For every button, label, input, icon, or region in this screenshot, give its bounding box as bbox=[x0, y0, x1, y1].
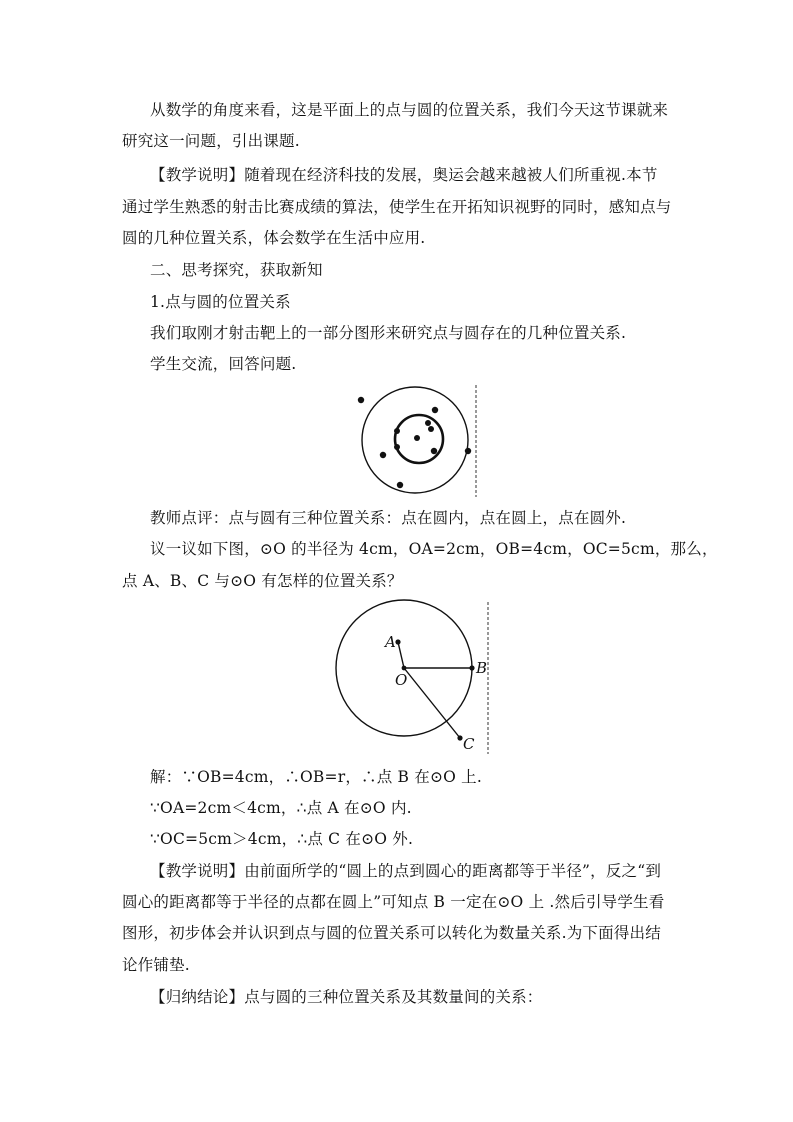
point-inner bbox=[394, 428, 400, 434]
solution-line: 解：∵OB=4cm，∴OB=r，∴点 B 在⊙O 上. bbox=[150, 768, 483, 786]
paragraph-line: 从数学的角度来看，这是平面上的点与圆的位置关系，我们今天这节课就来 bbox=[150, 101, 669, 119]
paragraph-line: 通过学生熟悉的射击比赛成绩的算法，使学生在开拓知识视野的同时，感知点与 bbox=[122, 198, 672, 216]
point-inner bbox=[425, 420, 431, 426]
paragraph-line: 议一议如下图，⊙O 的半径为 4cm，OA=2cm，OB=4cm，OC=5cm，那么， bbox=[150, 540, 718, 558]
label-o: O bbox=[395, 671, 408, 689]
paragraph-line: 我们取刚才射击靶上的一部分图形来研究点与圆存在的几种位置关系. bbox=[150, 324, 627, 342]
paragraph-line: 点 A、B、C 与⊙O 有怎样的位置关系？ bbox=[122, 572, 403, 590]
point-a bbox=[395, 639, 400, 644]
target-figure bbox=[350, 385, 490, 497]
circle-o-figure bbox=[330, 598, 500, 758]
teaching-note-line: 【教学说明】随着现在经济科技的发展，奥运会越来越被人们所重视.本节 bbox=[150, 166, 658, 184]
paragraph-line: 研究这一问题，引出课题. bbox=[122, 132, 300, 150]
point-c bbox=[457, 735, 462, 740]
paragraph-line: 圆的几种位置关系，体会数学在生活中应用. bbox=[122, 229, 426, 247]
point-inner bbox=[394, 444, 400, 450]
paragraph-line: 教师点评：点与圆有三种位置关系：点在圆内，点在圆上，点在圆外. bbox=[150, 509, 627, 527]
point-outside bbox=[358, 397, 364, 403]
point-b bbox=[469, 665, 474, 670]
paragraph-line: 圆心的距离都等于半径的点都在圆上”可知点 B 一定在⊙O 上 .然后引导学生看 bbox=[122, 893, 665, 911]
solution-line: ∵OA=2cm＜4cm，∴点 A 在⊙O 内. bbox=[150, 799, 412, 817]
paragraph-line: 图形，初步体会并认识到点与圆的位置关系可以转化为数量关系.为下面得出结 bbox=[122, 924, 661, 942]
label-a: A bbox=[385, 633, 396, 651]
point-inner bbox=[432, 407, 438, 413]
segment-oa bbox=[398, 642, 404, 668]
teaching-note-line: 【教学说明】由前面所学的“圆上的点到圆心的距离都等于半径”，反之“到 bbox=[150, 862, 662, 880]
conclusion-line: 【归纳结论】点与圆的三种位置关系及其数量间的关系： bbox=[150, 988, 543, 1006]
point-on-inner-circle bbox=[431, 448, 437, 454]
paragraph-line: 学生交流，回答问题. bbox=[150, 355, 297, 373]
segment-oc bbox=[404, 668, 460, 738]
solution-line: ∵OC=5cm＞4cm，∴点 C 在⊙O 外. bbox=[150, 830, 414, 848]
section-heading: 二、思考探究，获取新知 bbox=[150, 261, 323, 279]
subsection-heading: 1.点与圆的位置关系 bbox=[150, 293, 291, 311]
point-inner bbox=[380, 452, 386, 458]
point-o bbox=[402, 666, 407, 671]
point-on-outer-circle bbox=[465, 448, 471, 454]
point-inner bbox=[428, 426, 434, 432]
paragraph-line: 论作铺垫. bbox=[122, 956, 190, 974]
point-inner bbox=[414, 435, 420, 441]
label-c: C bbox=[463, 735, 475, 753]
point-inner bbox=[397, 482, 403, 488]
label-b: B bbox=[476, 659, 488, 677]
